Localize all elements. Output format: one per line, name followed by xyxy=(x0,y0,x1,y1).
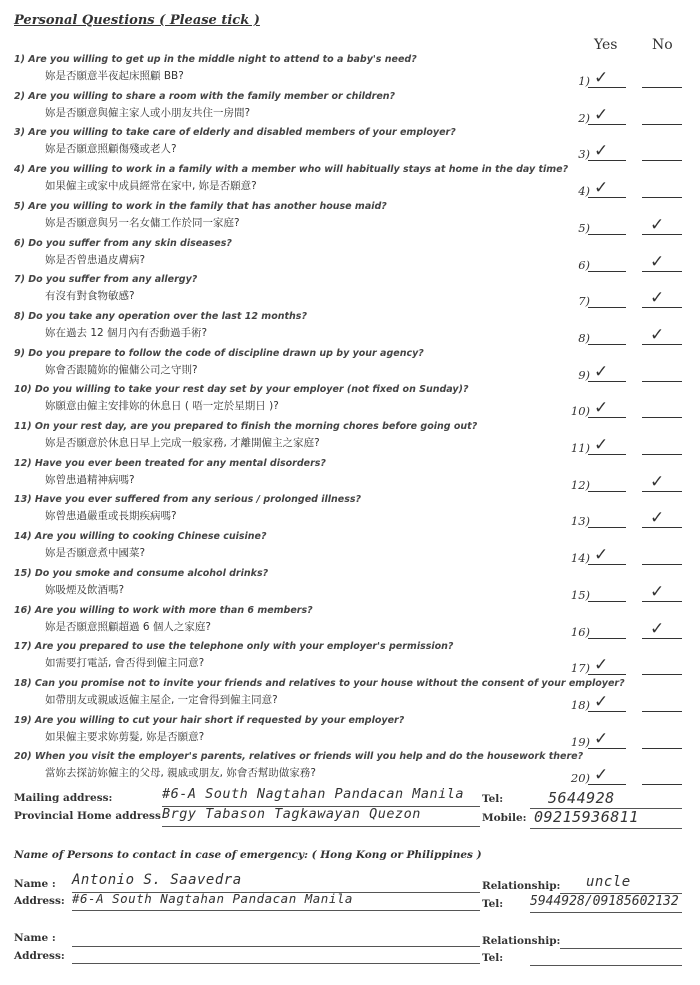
question-text-zh: 如果僱主或家中成員經常在家中, 妳是否願意? xyxy=(45,180,257,193)
question-text-en: 1) Are you willing to get up in the middle night to attend to a baby's need? xyxy=(14,54,417,65)
question-number: 4) xyxy=(578,184,590,199)
question-text-zh: 當妳去探訪妳僱主的父母, 親戚或朋友, 妳會否幫助做家務? xyxy=(45,767,316,780)
yes-answer-line[interactable] xyxy=(588,271,626,272)
question-text-en: 16) Are you willing to work with more than 6 members? xyxy=(14,604,313,616)
provincial-address-value[interactable]: Brgy Tabason Tagkawayan Quezon xyxy=(162,806,421,822)
yes-tick-icon: ✓ xyxy=(594,141,609,162)
yes-tick-icon: ✓ xyxy=(594,361,609,382)
yes-tick-icon: ✓ xyxy=(594,435,609,455)
no-answer-line[interactable] xyxy=(642,784,682,785)
no-tick-icon: ✓ xyxy=(650,324,665,345)
question-text-en: 7) Do you suffer from any allergy? xyxy=(14,274,198,286)
mobile-line xyxy=(530,828,682,829)
question-text-zh: 妳曾患過嚴重或長期疾病嗎? xyxy=(45,510,177,523)
question-text-zh: 妳曾患過精神病嗎? xyxy=(45,473,135,486)
question-text-en: 11) On your rest day, are you prepared to finish the morning chores before going out? xyxy=(14,421,478,432)
question-number: 2) xyxy=(578,110,590,125)
question-number: 3) xyxy=(578,147,590,162)
question-number: 10) xyxy=(570,404,590,419)
contact1-tel-value[interactable]: 5944928/09185602132 xyxy=(530,894,679,909)
provincial-address-label: Provincial Home address xyxy=(14,810,161,822)
contact1-relationship-value[interactable]: uncle xyxy=(586,874,631,890)
yes-tick-icon: ✓ xyxy=(594,765,609,786)
yes-answer-line[interactable] xyxy=(588,307,626,308)
contact1-address-line xyxy=(72,910,480,911)
question-text-zh: 妳吸煙及飲酒嗎? xyxy=(45,583,125,596)
question-text-en: 2) Are you willing to share a room with the family member or children? xyxy=(14,90,396,102)
yes-tick-icon: ✓ xyxy=(594,691,609,712)
no-answer-line[interactable] xyxy=(642,674,682,675)
question-text-zh: 妳在過去 12 個月內有否動過手術? xyxy=(45,326,208,339)
contact2-address-line[interactable] xyxy=(72,963,480,964)
question-number: 6) xyxy=(578,257,590,272)
question-text-zh: 妳是否願意半夜起床照顧 BB? xyxy=(45,70,184,82)
question-text-zh: 如需要打電話, 會否得到僱主同意? xyxy=(45,657,205,670)
yes-answer-line[interactable] xyxy=(588,234,626,235)
question-text-en: 5) Are you willing to work in the family that has another house maid? xyxy=(14,200,387,212)
question-text-zh: 妳是否願意與另一名女傭工作於同一家庭? xyxy=(45,216,240,229)
question-text-en: 14) Are you willing to cooking Chinese cuisine? xyxy=(14,531,267,543)
question-text-zh: 妳是否願意與僱主家人或小朋友共住一房間? xyxy=(45,106,251,119)
contact2-name-label: Name : xyxy=(14,932,56,944)
question-number: 5) xyxy=(578,220,590,235)
provincial-address-line xyxy=(162,826,480,827)
no-tick-icon: ✓ xyxy=(650,288,665,309)
question-text-zh: 妳會否跟隨妳的僱傭公司之守則? xyxy=(45,363,198,376)
tel-value[interactable]: 5644928 xyxy=(548,789,615,807)
no-tick-icon: ✓ xyxy=(650,214,665,235)
question-number: 18) xyxy=(570,697,590,712)
question-text-en: 20) When you visit the employer's parents, relatives or friends will you help and do the housework there? xyxy=(14,751,584,763)
yes-answer-line[interactable] xyxy=(588,527,626,528)
no-answer-line[interactable] xyxy=(642,748,682,749)
no-answer-line[interactable] xyxy=(642,160,682,161)
mailing-address-value[interactable]: #6-A South Nagtahan Pandacan Manila xyxy=(162,786,464,802)
question-text-zh: 如帶朋友或親戚返僱主屋企, 一定會得到僱主同意? xyxy=(45,693,278,706)
yes-tick-icon: ✓ xyxy=(594,104,609,125)
yes-tick-icon: ✓ xyxy=(594,398,609,419)
yes-answer-line[interactable] xyxy=(588,638,626,639)
yes-tick-icon: ✓ xyxy=(594,655,609,676)
question-text-en: 6) Do you suffer from any skin diseases? xyxy=(14,237,232,249)
question-text-zh: 妳是否願意煮中國菜? xyxy=(45,547,146,560)
yes-answer-line[interactable] xyxy=(588,344,626,345)
question-number: 11) xyxy=(570,441,590,455)
question-text-en: 17) Are you prepared to use the telephone only with your employer's permission? xyxy=(14,641,454,653)
question-text-en: 10) Do you willing to take your rest day set by your employer (not fixed on Sunday)? xyxy=(14,384,469,396)
emergency-heading: Name of Persons to contact in case of emergency: ( Hong Kong or Philippines ) xyxy=(14,849,482,861)
no-answer-line[interactable] xyxy=(642,197,682,198)
yes-tick-icon: ✓ xyxy=(594,68,609,88)
no-answer-line[interactable] xyxy=(642,454,682,455)
no-tick-icon: ✓ xyxy=(650,508,665,529)
question-number: 15) xyxy=(570,587,590,602)
contact1-tel-label: Tel: xyxy=(482,898,504,910)
contact2-name-line[interactable] xyxy=(72,946,480,947)
question-number: 7) xyxy=(578,294,590,309)
contact1-address-label: Address: xyxy=(14,895,65,907)
no-answer-line[interactable] xyxy=(642,564,682,565)
question-number: 13) xyxy=(570,514,590,529)
no-answer-line[interactable] xyxy=(642,124,682,125)
question-text-zh: 如果僱主要求妳剪髮, 妳是否願意? xyxy=(45,730,205,743)
question-text-en: 18) Can you promise not to invite your friends and relatives to your house without the consent of your employer? xyxy=(14,677,625,689)
question-number: 17) xyxy=(570,661,590,676)
question-text-en: 8) Do you take any operation over the last 12 months? xyxy=(14,310,307,322)
no-tick-icon: ✓ xyxy=(650,581,665,602)
question-number: 19) xyxy=(570,734,590,749)
question-number: 16) xyxy=(570,624,590,639)
question-text-en: 3) Are you willing to take care of elderly and disabled members of your employer? xyxy=(14,127,456,139)
question-text-zh: 妳願意由僱主安排妳的休息日 ( 唔一定於星期日 )? xyxy=(45,400,279,413)
no-answer-line[interactable] xyxy=(642,711,682,712)
question-number: 9) xyxy=(578,367,590,382)
no-answer-line[interactable] xyxy=(642,417,682,418)
no-column-header: No xyxy=(652,37,673,53)
contact1-relationship-label: Relationship: xyxy=(482,880,561,892)
contact1-name-value[interactable]: Antonio S. Saavedra xyxy=(72,872,242,888)
yes-tick-icon: ✓ xyxy=(594,545,609,566)
question-text-zh: 妳是否願意於休息日早上完成一般家務, 才離開僱主之家庭? xyxy=(45,437,320,449)
no-answer-line[interactable] xyxy=(642,381,682,382)
question-text-en: 19) Are you willing to cut your hair short if requested by your employer? xyxy=(14,714,405,726)
yes-tick-icon: ✓ xyxy=(594,178,609,199)
page-title: Personal Questions ( Please tick ) xyxy=(14,13,260,28)
question-text-en: 15) Do you smoke and consume alcohol drinks? xyxy=(14,567,269,579)
contact2-tel-label: Tel: xyxy=(482,952,504,964)
question-text-en: 9) Do you prepare to follow the code of discipline drawn up by your agency? xyxy=(14,347,424,359)
contact2-relationship-line[interactable] xyxy=(560,948,682,949)
question-text-en: 4) Are you willing to work in a family with a member who will habitually stays at home in the day time? xyxy=(14,164,569,176)
yes-answer-line[interactable] xyxy=(588,491,626,492)
mobile-value[interactable]: 09215936811 xyxy=(534,808,639,826)
question-text-zh: 有沒有對食物敏感? xyxy=(45,290,135,303)
question-number: 1) xyxy=(578,74,590,88)
yes-column-header: Yes xyxy=(594,37,618,53)
question-number: 8) xyxy=(578,330,590,345)
tel-label: Tel: xyxy=(482,793,504,805)
mailing-address-label: Mailing address: xyxy=(14,792,113,804)
yes-tick-icon: ✓ xyxy=(594,728,609,749)
no-tick-icon: ✓ xyxy=(650,618,665,639)
question-text-en: 13) Have you ever suffered from any serious / prolonged illness? xyxy=(14,494,362,506)
contact1-name-label: Name : xyxy=(14,878,56,890)
yes-answer-line[interactable] xyxy=(588,601,626,602)
question-number: 20) xyxy=(570,771,590,786)
question-text-en: 12) Have you ever been treated for any mental disorders? xyxy=(14,457,326,469)
contact1-address-value[interactable]: #6-A South Nagtahan Pandacan Manila xyxy=(72,891,353,906)
mobile-label: Mobile: xyxy=(482,812,527,824)
question-number: 12) xyxy=(570,477,590,492)
question-text-zh: 妳是否曾患過皮膚病? xyxy=(45,253,146,266)
contact2-address-label: Address: xyxy=(14,950,65,962)
contact2-tel-line[interactable] xyxy=(530,965,682,966)
no-tick-icon: ✓ xyxy=(650,471,665,492)
no-answer-line[interactable] xyxy=(642,87,682,88)
question-text-zh: 妳是否願意照顧傷殘或老人? xyxy=(45,143,177,156)
question-number: 14) xyxy=(570,551,590,566)
no-tick-icon: ✓ xyxy=(650,251,665,272)
contact1-tel-line xyxy=(530,912,682,913)
contact2-relationship-label: Relationship: xyxy=(482,935,561,947)
question-text-zh: 妳是否願意照顧超過 6 個人之家庭? xyxy=(45,620,211,633)
